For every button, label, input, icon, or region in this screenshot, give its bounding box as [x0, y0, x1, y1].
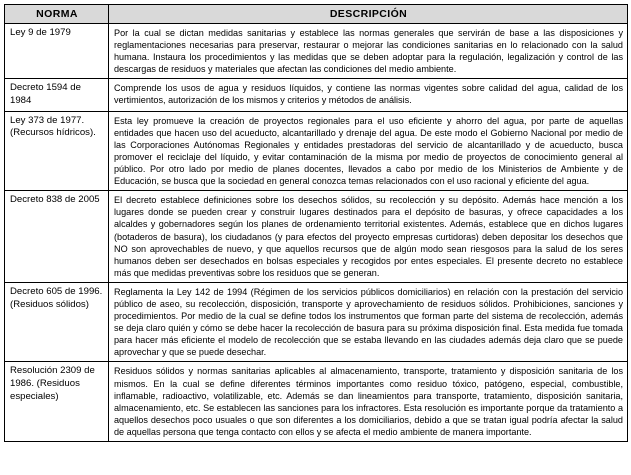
norma-line-1: Decreto 605 de 1996. — [10, 285, 103, 297]
cell-descripcion: Reglamenta la Ley 142 de 1994 (Régimen de los servicios públicos domiciliarios) en relación con la prestación del servicio público de aseo, su recolección, disposición, transporte y aprovechamiento de residuos sólidos. Prohibiciones, sanciones y procedimientos. Por medio de la cual se define todos los instrumentos que forman parte del sistema de recolección, además se deja claro quién y cómo se debe hacer la recolección de basura para su próxima disposición final. Esta medida fue tomada para hacer más eficiente el modelo de recolección que se estaba llevando en las ciudades además deja claro que se puede aprovechar y que se puede desechar. — [109, 282, 628, 362]
column-header-descripcion: DESCRIPCIÓN — [109, 5, 628, 24]
cell-norma — [5, 79, 109, 111]
cell-norma — [5, 282, 109, 362]
norma-line-1: Decreto 1594 de 1984 — [10, 82, 81, 107]
norma-line-1: Ley 9 de 1979 — [10, 27, 71, 38]
cell-norma — [5, 191, 109, 283]
table-row — [5, 362, 628, 442]
cell-norma — [5, 111, 109, 191]
table-header — [5, 5, 628, 24]
table-row — [5, 111, 628, 191]
table-row — [5, 282, 628, 362]
table-header-row — [5, 5, 628, 24]
column-header-norma: NORMA — [5, 5, 109, 24]
cell-descripcion: Por la cual se dictan medidas sanitarias y establece las normas generales que servirán de base a las disposiciones y reglamentaciones necesarias para preservar, restaurar o mejorar las condiciones sanitarias en lo relacionado con la salud humana. Instaura los procedimientos y las medidas que se deben adoptar para la regulación, legalización y control de las descargas de residuos y materiales que afectan las condiciones del medio ambiente. — [109, 24, 628, 79]
table-body — [5, 24, 628, 442]
cell-descripcion: Esta ley promueve la creación de proyectos regionales para el uso eficiente y ahorro del agua, por parte de aquellas entidades que hacen uso del acueducto, alcantarillado y drenaje del agua. De este modo el Gobierno Nacional por medio de las Corporaciones Autónomas Regionales y entidades prestadoras del servicio de alcantarillado y de acueducto, busca promover el reciclaje del líquido, y evitar contaminación de la misma por medio de proyectos de conocimiento general al público. Por otro lado por medio de planes docentes, llevados a cabo por medio de los Ministerios de Ambiente y de Educación, se busca que la sociedad en general conozca temas relacionados con el uso racional y eficiente del agua. — [109, 111, 628, 191]
cell-descripcion: El decreto establece definiciones sobre los desechos sólidos, su recolección y su depósito. Además hace mención a los lugares donde se pueden crear y construir lugares destinados para el depósito de basuras, y ofrece capacidades a los alcaldes y gobernadores según los planes de ordenamiento territorial existentes. Además, establece que en dichos lugares (botaderos de basura), los ciudadanos (y para efectos del proyecto empresas curtidoras) deben depositar los desechos que NO son aprovechables de nuevo, y que aquellos recursos que de algún modo sean riesgosos para la salud de los seres humanos deben ser desechados en bolsas especiales y recogidos por entes especiales. El presente decreto no establece más que medidas preventivas sobre los residuos que se generan. — [109, 191, 628, 283]
cell-norma — [5, 362, 109, 442]
regulations-table — [4, 4, 628, 442]
cell-norma — [5, 24, 109, 79]
table-row — [5, 79, 628, 111]
norma-line-2: (Recursos hídricos). — [10, 127, 96, 139]
table-row — [5, 24, 628, 79]
cell-descripcion: Comprende los usos de agua y residuos líquidos, y contiene las normas vigentes sobre calidad del agua, calidad de los vertimientos, autorización de los mismos y criterios y métodos de análisis. — [109, 79, 628, 111]
norma-line-2: (Residuos sólidos) — [10, 298, 89, 310]
cell-descripcion: Residuos sólidos y normas sanitarias aplicables al almacenamiento, transporte, tratamiento y disposición sanitaria de los mismos. En la cual se define diferentes términos importantes como residuo tóxico, patógeno, especial, combustible, inflamable, radioactivo, volatilizable, etc. Además se dan lineamientos para transporte, tratamiento, disposición sanitaria, almacenamiento, etc. Se establecen las sanciones para los infractores. Esta resolución es importante porque da tratamiento a aquellos desechos poco usuales o que son diferentes a los domiciliarios, debido a que se tratan igual podría afectar la salud de aquellas persona que tenga contacto con ellos y se afecta el medio ambiente de manera importante. — [109, 362, 628, 442]
table-row — [5, 191, 628, 283]
norma-line-1: Decreto 838 de 2005 — [10, 194, 100, 206]
norma-line-2: 1986. (Residuos especiales) — [10, 378, 80, 402]
norma-line-1: Ley 373 de 1977. — [10, 114, 85, 126]
norma-line-1: Resolución 2309 de — [10, 365, 95, 377]
